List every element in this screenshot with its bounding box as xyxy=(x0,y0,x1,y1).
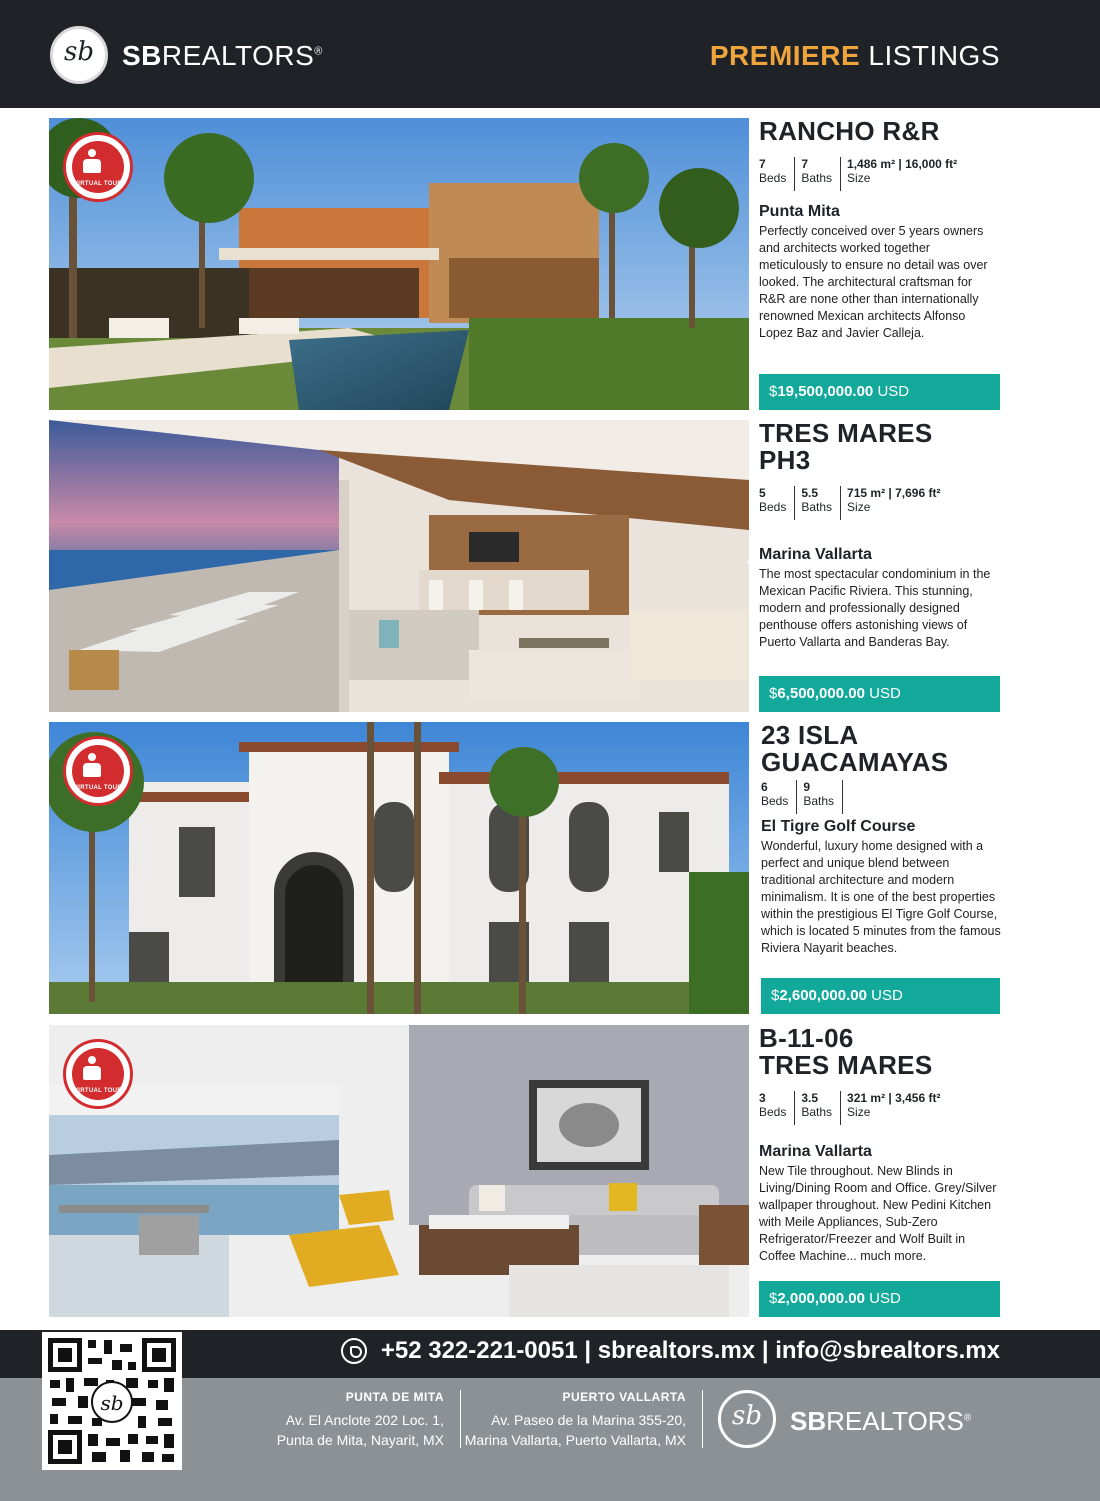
office-puerto-vallarta xyxy=(465,1390,686,1450)
beds-stat: 5 Beds xyxy=(759,486,795,520)
baths-stat: 5.5 Baths xyxy=(801,486,841,520)
baths-stat: 9 Baths xyxy=(803,780,843,814)
brand-name xyxy=(122,40,323,72)
office-name: PUNTA DE MITA xyxy=(345,1390,444,1404)
beds-stat: 3 Beds xyxy=(759,1091,795,1125)
listing-card[interactable] xyxy=(49,420,1000,712)
listing-title: RANCHO R&R xyxy=(759,116,940,146)
virtual-tour-badge[interactable] xyxy=(63,1039,133,1109)
listing-title: 23 ISLA GUACAMAYAS xyxy=(761,720,949,777)
virtual-tour-label: VIRTUAL TOUR xyxy=(73,1088,123,1094)
listing-photo[interactable] xyxy=(49,1025,749,1317)
contact-text[interactable]: +52 322-221-0051 | sbrealtors.mx | info@sbrealtors.mx xyxy=(380,1337,1000,1364)
person-icon xyxy=(83,1056,101,1080)
virtual-tour-label: VIRTUAL TOUR xyxy=(73,785,123,791)
listing-location: Marina Vallarta xyxy=(759,1143,872,1160)
sb-logo-icon xyxy=(718,1390,776,1448)
listing-stats xyxy=(759,486,1000,520)
listing-photo[interactable] xyxy=(49,722,749,1014)
listing-description: Perfectly conceived over 5 years owners and architects worked together meticulously to ensure no detail was over looked. The architectural craftsman for R&R are none other than internationally renowned Mexican architects Alfonso Lopez Baz and Javier Calleja. xyxy=(759,224,988,340)
office-address-line1: Av. Paseo de la Marina 355-20, xyxy=(491,1412,686,1428)
office-address-line2: Marina Vallarta, Puerto Vallarta, MX xyxy=(464,1432,686,1448)
price-button[interactable]: $2,000,000.00 USD xyxy=(759,1281,1000,1317)
baths-stat: 3.5 Baths xyxy=(801,1091,841,1125)
qr-code[interactable] xyxy=(42,1332,182,1470)
listing-card[interactable] xyxy=(49,118,1000,410)
person-icon xyxy=(83,149,101,173)
office-address-line2: Punta de Mita, Nayarit, MX xyxy=(276,1432,444,1448)
person-icon xyxy=(83,753,101,777)
listing-info xyxy=(759,118,1000,410)
brand-light: REALTORS xyxy=(161,40,315,71)
listing-location: Marina Vallarta xyxy=(759,546,872,563)
office-punta-de-mita xyxy=(277,1390,444,1450)
listing-stats xyxy=(761,780,1002,814)
living-room-photo xyxy=(49,1025,749,1317)
listing-description: The most spectacular condominium in the Mexican Pacific Riviera. This stunning, modern and professionally designed penthouse offers astonishing views of Puerto Vallarta and Banderas Bay. xyxy=(759,567,991,649)
size-stat: 715 m² | 7,696 ft² Size xyxy=(847,486,941,514)
virtual-tour-badge[interactable] xyxy=(63,736,133,806)
section-title-accent: PREMIERE xyxy=(709,40,861,71)
price-button[interactable]: $2,600,000.00 USD xyxy=(761,978,1000,1014)
listing-description: Wonderful, luxury home designed with a perfect and unique blend between traditional architecture and modern minimalism. It is one of the best properties within the prestigious El Tigre Golf Course, which is located 5 minutes from the famous Riviera Nayarit beaches. xyxy=(761,839,1001,955)
baths-stat: 7 Baths xyxy=(801,157,841,191)
footer-brand-name: SBREALTORS® xyxy=(790,1406,972,1436)
virtual-tour-badge[interactable] xyxy=(63,132,133,202)
whatsapp-icon[interactable] xyxy=(341,1338,367,1364)
listing-title: TRES MARES PH3 xyxy=(759,418,933,475)
sb-logo-icon xyxy=(50,26,108,84)
listing-photo[interactable] xyxy=(49,118,749,410)
beds-stat: 6 Beds xyxy=(761,780,797,814)
section-title-rest: LISTINGS xyxy=(868,40,1000,71)
page-header xyxy=(0,0,1100,108)
penthouse-terrace-photo xyxy=(49,420,749,712)
footer-divider xyxy=(702,1390,703,1448)
office-address-line1: Av. El Anclote 202 Loc. 1, xyxy=(285,1412,444,1428)
contact-info[interactable] xyxy=(341,1337,1000,1365)
brand-bold: SB xyxy=(122,40,162,71)
listing-info xyxy=(759,420,1000,712)
beds-stat: 7 Beds xyxy=(759,157,795,191)
listing-location: Punta Mita xyxy=(759,203,840,220)
size-stat: 321 m² | 3,456 ft² Size xyxy=(847,1091,941,1119)
office-name: PUERTO VALLARTA xyxy=(562,1390,686,1404)
logo-monogram: sb xyxy=(732,1401,762,1431)
qr-code-icon xyxy=(48,1338,176,1464)
listing-title: B-11-06 TRES MARES xyxy=(759,1023,933,1080)
footer-divider xyxy=(460,1390,461,1448)
price-button[interactable]: $6,500,000.00 USD xyxy=(759,676,1000,712)
listing-description: New Tile throughout. New Blinds in Living/Dining Room and Office. Grey/Silver wallpaper throughout. New Pedini Kitchen with Meile Appliances, Sub-Zero Refrigerator/Freezer and Wolf Built in Coffee Machine... much more. xyxy=(759,1164,997,1263)
listing-stats xyxy=(759,1091,1000,1125)
listing-info xyxy=(759,1025,1000,1317)
qr-logo-monogram: sb xyxy=(100,1391,124,1415)
listing-card[interactable] xyxy=(49,1025,1000,1317)
villa-pool-photo xyxy=(49,118,749,410)
listing-info xyxy=(761,722,1002,1014)
listing-card[interactable] xyxy=(49,722,1000,1014)
listing-photo[interactable] xyxy=(49,420,749,712)
listing-stats xyxy=(759,157,1000,191)
listing-location: El Tigre Golf Course xyxy=(761,818,916,835)
virtual-tour-label: VIRTUAL TOUR xyxy=(73,181,123,187)
price-button[interactable]: $19,500,000.00 USD xyxy=(759,374,1000,410)
size-stat: 1,486 m² | 16,000 ft² Size xyxy=(847,157,958,185)
white-mansion-photo xyxy=(49,722,749,1014)
section-title xyxy=(710,40,1000,72)
logo-monogram: sb xyxy=(64,37,94,67)
brand-mark: ® xyxy=(314,45,323,58)
